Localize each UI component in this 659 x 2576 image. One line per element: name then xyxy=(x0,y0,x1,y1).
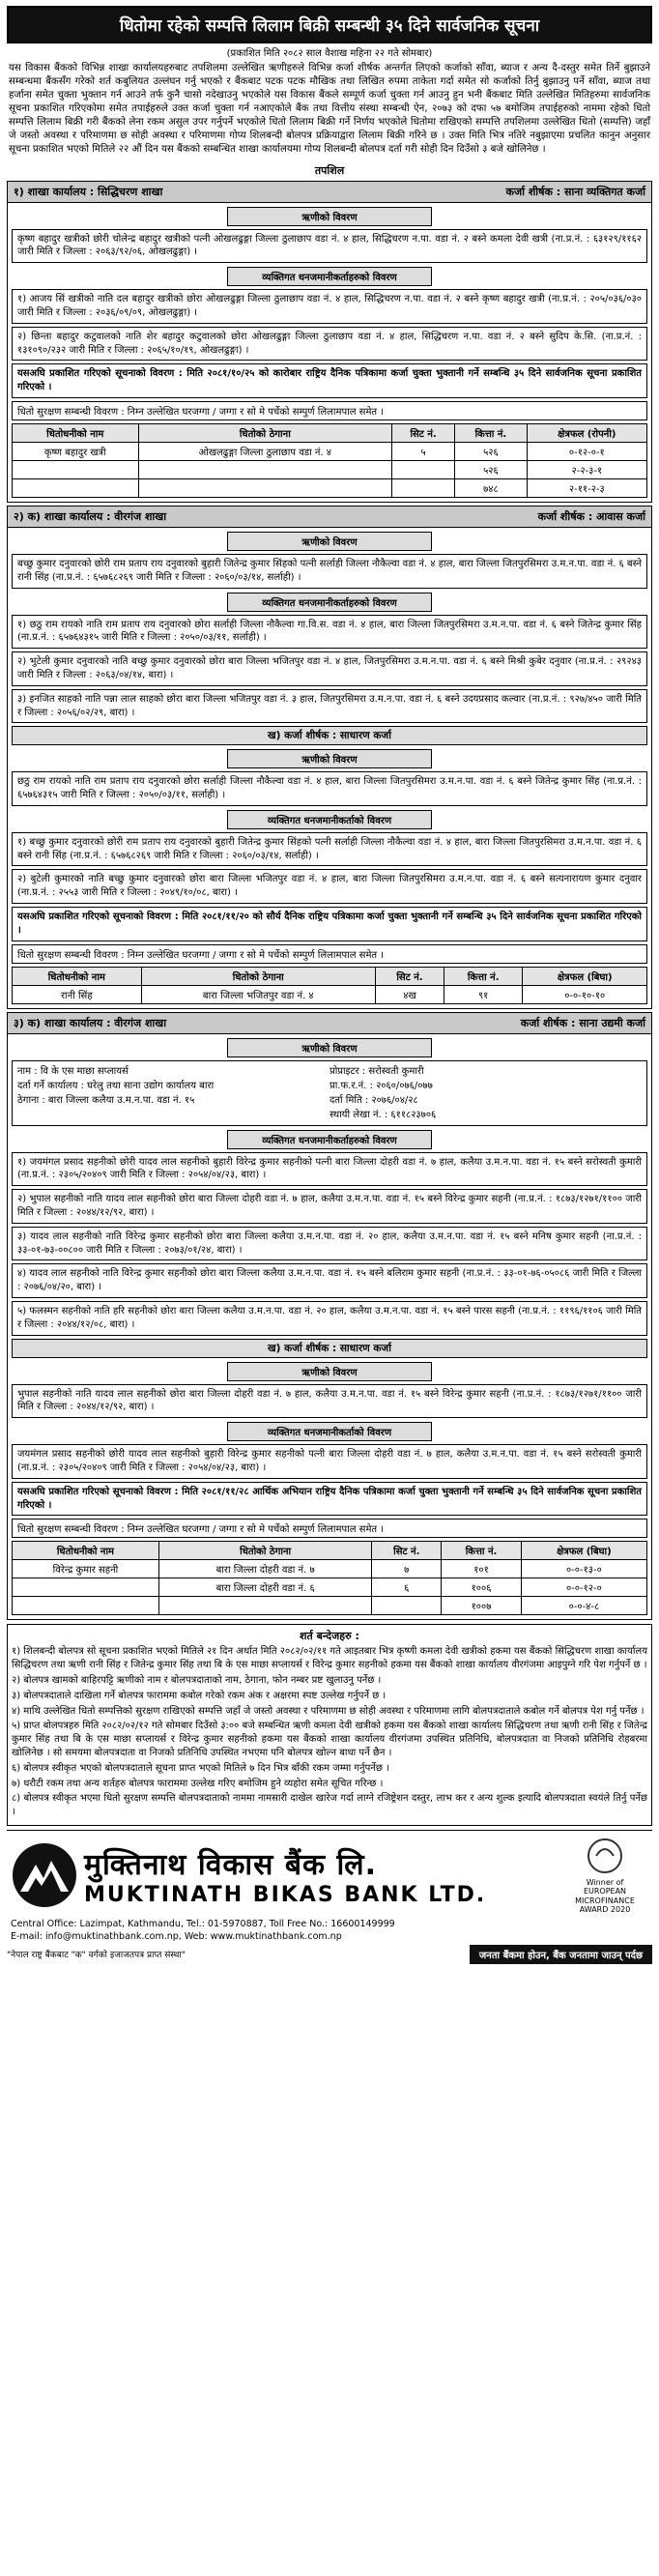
table-cell xyxy=(13,478,139,497)
table-cell: १००७ xyxy=(442,1597,522,1615)
loan-title-label: कर्जा शीर्षक : साना उद्यमी कर्जा xyxy=(520,1016,645,1029)
party-detail: १) छठु राम रायको नाति राम प्रताप राय दनुवारको छोरा सर्लाही जिल्ला नौकैल्वा गा.वि.स. वडा नं. ४ हाल, बारा जिल्ला जितपुरसिमरा उ.म.न.पा. वडा नं. ६ बस्ने जितेन्द्र कुमार सिंह (ना.प्र.नं. : ६५७६४३१५ जारी मिति र जिल्ला : २०५०/०३/११, सर्लाही) । xyxy=(12,615,647,650)
party-detail: भुपाल सहनीको नाति यादव लाल सहनीको छोरा बारा जिल्ला दोहरी वडा नं. ७ हाल, कलैया उ.म.न.पा. वडा नं. १५ बस्ने विरेन्द्र कुमार सहनी (ना.प्र.नं. : १८७३/१२७१/११०० जारी मिति र जिल्ला : २०४४/१२/९२, बारा) । xyxy=(12,1384,647,1419)
block-tag: व्यक्तिगत धनजमानीकर्ताहरुको विवरण xyxy=(227,593,432,612)
table-cell: विरेन्द्र कुमार सहनी xyxy=(13,1560,159,1578)
party-detail: १) बच्छु कुमार दनुवारको छोरी राम प्रताप राय दनुवारको बुहारी जितेन्द्र कुमार सिंहको पत्नी सर्लाही जिल्ला नौकैल्वा वडा नं. ४ हाल, बारा जिल्ला जितपुरसिमरा उ.म.न.पा. वडा नं. ६ बस्ने रानी सिंह (ना.प्र.नं. : ६५७६८२६९ जारी मिति र जिल्ला : २०६०/०३/१४, सर्लाही) । xyxy=(12,832,647,867)
table-cell: रानी सिंह xyxy=(13,985,142,1003)
column-header: क्षेत्रफल (बिघा) xyxy=(521,1542,646,1560)
table-cell: ६ xyxy=(372,1578,442,1597)
block-tag: ऋणीको विवरण xyxy=(227,207,432,226)
collateral-table xyxy=(12,1541,647,1615)
party-detail: १) आजय सिं खत्रीको नाति दल बहादुर खत्रीको छोरा ओखलढुङ्गा जिल्ला ठुलाछाप वडा नं. ४ हाल, सिद्धिचरण न.पा. वडा नं. २ बस्ने कृष्ण बहादुर खत्री (ना.प्र.नं. : २०५/०३६/०३० जारी मिति र जिल्ला : २०३६/०९/०९, ओखलढुङ्गा) । xyxy=(12,289,647,324)
term-item: १) शिलबन्दी बोलपत्र सो सूचना प्रकाशित भएको मितिले २१ दिन अर्थात मिति २०८२/०२/११ गते आइतबार भित्र कृष्णी कमला देवी खत्रीको हकमा यस बैंकको सिद्धिचरण शाखा कार्यालय सिद्धिचरण तथा ऋणी रानी सिंह र जितेन्द्र कुमार सिंह तथा बि के एस माछा सप्लायर्स र विरेन्द्र कुमार सहनीको हकमा यस बैंकको शाखा कार्यालय वीरगंजमा आइपुग्ने गरि पेश गर्नुपर्ने छ । xyxy=(12,1646,647,1671)
party-detail: ३) यादव लाल सहनीको नाति विरेन्द्र कुमार सहनीको छोरा बारा जिल्ला कलैया उ.म.न.पा. वडा नं. २० हाल, कलैया उ.म.न.पा. वडा नं. १५ बस्ने मनिष कुमार सहनी (ना.प्र.नं. : ३३-०१-७३-००८०० जारी मिति र जिल्ला : २०७३/०१/२४, बारा) । xyxy=(12,1227,647,1261)
award-line-4: AWARD 2020 xyxy=(579,1905,631,1915)
block-tag: ऋणीको विवरण xyxy=(227,749,432,768)
column-header: धितोको ठेगाना xyxy=(158,1542,371,1560)
award-badge xyxy=(561,1837,648,1915)
table-cell xyxy=(13,1597,159,1615)
table-head-row xyxy=(13,1542,647,1560)
table-cell xyxy=(13,460,139,478)
party-detail: जयमंगल प्रसाद सहनीको छोरी यादव लाल सहनीको बुहारी विरेन्द्र कुमार सहनीको पत्नी बारा जिल्ला दोहरी वडा नं. ७ हाल, कलैया उ.म.न.पा. वडा नं. १५ बस्ने सरोस्वती कुमारी (ना.प्र.नं. : २३०५/२०४०९ जारी मिति र जिल्ला : २०५४/०४/२३, बारा) । xyxy=(12,1444,647,1479)
term-item: २) बोलपत्र खामको बाहिरपट्टि ऋणीको नाम र बोलपत्रदाताको नाम, ठेगाना, फोन नम्बर प्रष्ट खुलाउनु पर्नेछ । xyxy=(12,1675,382,1687)
column-header: कित्ता नं. xyxy=(444,967,523,985)
footer-bar xyxy=(7,1945,652,1964)
block-tag: व्यक्तिगत धनजमानीकर्ताको विवरण xyxy=(227,1422,432,1441)
table-cell: कृष्ण बहादुर खत्री xyxy=(13,442,139,460)
prior-notice: यसअघि प्रकाशित गरिएको सूचनाको विवरण : मिति २०८१/११/२८ आर्थिक अभियान राष्ट्रिय दैनिक पत्रिकामा कर्जा चुक्ता भुक्तानी गर्ने सम्बन्धि ३५ दिने सार्वजनिक सूचना प्रकाशित गरिएको । xyxy=(12,1482,647,1517)
party-detail: २) बुटेली कुमारको नाति बच्छु कुमार दनुवारको छोरा बारा जिल्ला भजितपुर वडा नं. ४ हाल, बारा जिल्ला जितपुरसिमरा उ.म.न.पा. वडा नं. ६ बस्ने सत्यनारायण कुमार दनुवार (ना.प्र.नं. : २५५३ जारी मिति र जिल्ला : २०४९/१०/०८, बारा) । xyxy=(12,869,647,904)
firm-field: दर्ता गर्ने कार्यालय : घरेलु तथा साना उद्योग कार्यालय बारा xyxy=(17,1080,215,1091)
bank-logo-area xyxy=(7,1830,652,1917)
term-item: ५) प्राप्त बोलपत्रहरु मिति २०८२/०२/१२ गते सोमबार दिउँसो ३:०० बजे सम्बन्धित ऋणी कमला देवी खत्रीको हकमा यस बैंकको शाखा कार्यालय सिद्धिचरण तथा ऋणी रानी सिंह र जितेन्द्र कुमार सिंह तथा बि के एस माछा सप्लायर्स र विरेन्द्र कुमार सहनीको हकमा यस बैंकको शाखा कार्यालय वीरगंजमा उपस्थित प्रतिनिधि, बोलपत्रदाता वा निजको प्रतिनिधि रोहबरमा खोलिनेछ । सो समयमा बोलपत्रदाता वा निजको प्रतिनिधि उपस्थित नभएमा पनि बोलपत्र खोल्न बाधा पर्ने छैन । xyxy=(12,1721,647,1758)
bank-web: E-mail: info@muktinathbank.com.np, Web: www.muktinathbank.com.np xyxy=(11,1930,342,1942)
table-cell: १०१ xyxy=(442,1560,522,1578)
block-tag: ऋणीको विवरण xyxy=(227,532,432,551)
bank-logo-icon xyxy=(11,1841,78,1909)
table-cell: ०-१२-०-१ xyxy=(527,442,646,460)
table-head-row xyxy=(13,967,647,985)
firm-field xyxy=(17,1108,330,1122)
term-item: ४) माथि उल्लेखित धितो सम्पत्तिको सुरक्षण राखिएको सम्पत्ति जहाँ जे जस्तो अवस्था र परिमाणमा छ सोही अवस्था र परिमाणमा लागि बोलपत्रदाताले कबोल गर्ने बोलपत्र पेश गर्नु पर्नेछ । xyxy=(12,1705,645,1717)
table-cell: ७ xyxy=(372,1560,442,1578)
term-item: ७) धरौटी रकम तथा अन्य शर्तहरु बोलपत्र फाराममा उल्लेख गरिए बमोजिम हुने व्यहोरा समेत सूचित गरिन्छ । xyxy=(12,1778,384,1789)
column-header: धितोधनीको नाम xyxy=(13,967,142,985)
prior-notice: यसअघि प्रकाशित गरिएको सूचनाको विवरण : मिति २०८१/१०/२५ को कारोबार राष्ट्रिय दैनिक पत्रिकामा कर्जा चुक्ता भुक्तानी गर्ने सम्बन्धि ३५ दिने सार्वजनिक सूचना प्रकाशित गरिएको । xyxy=(12,363,647,398)
column-header: धितोधनीको नाम xyxy=(13,423,139,442)
branch-office-label: २) क) शाखा कार्यालय : वीरगंज शाखा xyxy=(14,509,167,523)
award-icon xyxy=(586,1837,624,1875)
block-tag: ऋणीको विवरण xyxy=(227,1038,432,1057)
collateral-note: धितो सुरक्षण सम्बन्धी विवरण : निम्न उल्लेखित घरजग्गा / जग्गा र सो मे पर्चेको सम्पुर्ण लिलामपाल समेत । xyxy=(12,401,647,420)
firm-field: स्थायी लेखा नं. : ६११८२३७०६ xyxy=(330,1109,437,1120)
party-detail: छठु राम रायको नाति राम प्रताप राय दनुवारको छोरा सर्लाही जिल्ला नौकैल्वा वडा नं. ४ हाल, बारा जिल्ला जितपुरसिमरा उ.म.न.पा. वडा नं. ६ बस्ने जितेन्द्र कुमार सिंह (ना.प्र.नं. : ६५७६४३१५ जारी मिति र जिल्ला : २०५०/०३/११, सर्लाही) । xyxy=(12,771,647,806)
collateral-note: धितो सुरक्षण सम्बन्धी विवरण : निम्न उल्लेखित घरजग्गा / जग्गा र सो मे पर्चेको सम्पुर्ण लिलामपाल समेत । xyxy=(12,944,647,964)
bank-office: Central Office: Lazimpat, Kathmandu, Tel.: 01-5970887, Toll Free No.: 16600149999 xyxy=(11,1918,395,1929)
table-cell xyxy=(138,478,392,497)
table-cell: बारा जिल्ला दोहरी वडा नं. ७ xyxy=(158,1560,371,1578)
table-row xyxy=(13,442,647,460)
firm-field: दर्ता मिति : २०७६/०४/२८ xyxy=(330,1094,418,1106)
table-cell: २-२-३-१ xyxy=(527,460,646,478)
table-cell xyxy=(13,1578,159,1597)
table-cell: २-११-२-३ xyxy=(527,478,646,497)
section-header xyxy=(8,507,651,528)
term-item: ६) बोलपत्र स्वीकृत भएको बोलपत्रदाताले सूचना प्राप्त भएको मितिले ७ दिन भित्र बाँकी रकम जम्मा गर्नुपर्नेछ । xyxy=(12,1762,389,1774)
bank-name-nepali: मुक्तिनाथ विकास बैंक लि. xyxy=(84,1848,378,1883)
terms-box xyxy=(7,1624,652,1826)
block-tag: व्यक्तिगत धनजमानीकर्ताको विवरण xyxy=(227,810,432,829)
bank-name-block xyxy=(78,1843,561,1907)
term-item: ३) बोलपत्रदाताले दाखिला गर्ने बोलपत्र फाराममा कबोल गरेको रकम अंक र अक्षरमा स्पष्ट उल्लेख गर्नुपर्ने छ । xyxy=(12,1690,387,1701)
column-header: क्षेत्रफल (रोपनी) xyxy=(527,423,646,442)
table-cell: ओखलढुङ्गा जिल्ला ठुलाछाप वडा नं. ४ xyxy=(138,442,392,460)
intro-paragraph: यस विकास बैंकको विभिन्न शाखा कार्यालयहरुबाट तपशिलमा उल्लेखित ऋणीहरुले विभिन्न कर्जा शीर्षक अन्तर्गत लिएको कर्जाको साँवा, ब्याज र अन्य दै-दस्तुर समेत तिर्ने बुझाउने सम्बन्धमा बैंकसँग गरेको शर्त कबुलियत उल्लंघन गर्नु भएको र बैंकबाट पटक पटक मौखिक तथा लिखित रुपमा ताकेता गर्दा समेत सो कर्जाको तिर्नु बुझाउनु पर्ने साँवा, ब्याज तथा हर्जाना समेत चुक्ता भुक्तान गर्न आउने तर्फ कुनै चासो नदेखाउनु भएकोले यस विकास बैंकले सम्पूर्ण कर्जा चुक्ता गर्न आउनु हुन भनी बैंकबाट मिति उल्लेखित मितिहरुमा सार्वजनिक सूचना प्रकाशित गरिएकोमा समेत तपाईहरुले उक्त कर्जा चुक्ता गर्न नआएकोले बैंक तथा वित्तीय संस्था सम्बन्धी ऐन, २०७३ को दफा ५७ बमोजिम तपाईहरुको नाममा रहेको धितो सम्पत्ति लिलाम बिक्री गरी बैंकको लेना रकम असुल उपर गर्नुपर्ने भएकोले धितो लिलाम बिक्री गर्ने निर्णय भएकोले धितोमा राखिएको सम्पत्ति तपशिलमा उल्लेखित धितो (सम्पत्ति) जहाँ जे जस्तो अवस्था र परिमाणमा छ सोही अवस्था र परिमाणमा गोप्य शिलबन्दी बोलपत्र प्रक्रियाद्वारा लिलाम बिक्री गरिने छ । उक्त मिति भित्र नतिरे नबुझाएमा प्रचलित कानुन अनुसार सूचना प्रकाशित भएको मितिले २२ औं दिन यस बैंकको सम्बन्धित शाखा कार्यालयमा गोप्य शिलबन्दी बोलपत्र दर्ता गरी सोही दिन दिउँसो ३ बजे खोलिनेछ । xyxy=(9,63,651,156)
table-cell xyxy=(392,478,455,497)
collateral-table xyxy=(12,967,647,1004)
table-cell: ०-०-१२-० xyxy=(521,1578,646,1597)
firm-field: ठेगाना : बारा जिल्ला कलैया उ.म.न.पा. वडा नं. १५ xyxy=(17,1094,195,1106)
column-header: सिट नं. xyxy=(372,1542,442,1560)
table-cell: ०-०-१०-१० xyxy=(523,985,647,1003)
collateral-table xyxy=(12,423,647,498)
table-cell: बारा जिल्ला भजितपुर वडा नं. ४ xyxy=(141,985,375,1003)
loan-subtitle-bar: ख) कर्जा शीर्षक : साधारण कर्जा xyxy=(12,726,647,745)
award-line-2: EUROPEAN xyxy=(583,1887,627,1896)
award-line-1: Winner of xyxy=(586,1877,624,1887)
term-item: ८) बोलपत्र स्वीकृत भएमा धितो सुरक्षण सम्पत्ति बोलपत्रदाताको नाममा नामसारी दाखेल खारेज गर्दा लाग्ने रजिष्ट्रेशन दस्तुर, लाभ कर र अन्य शुल्क इत्यादि बोलपत्रदाता स्वयंले तिर्नु पर्नेछ । xyxy=(12,1793,647,1818)
table-cell: बारा जिल्ला दोहरी वडा नं. ६ xyxy=(158,1578,371,1597)
bank-name-english: MUKTINATH BIKAS BANK LTD. xyxy=(84,1883,487,1908)
block-tag: व्यक्तिगत धनजमानीकर्ताहरुको विवरण xyxy=(227,267,432,286)
table-cell: ७४८ xyxy=(455,478,528,497)
license-note: "नेपाल राष्ट्र बैंकबाट "क" वर्गको इजाजतपत्र प्राप्त संस्था" xyxy=(7,1951,186,1961)
loan-title-label: कर्जा शीर्षक : आवास कर्जा xyxy=(537,509,645,523)
loan-subtitle-bar: ख) कर्जा शीर्षक : साधारण कर्जा xyxy=(12,1339,647,1358)
notice-page xyxy=(7,6,652,1964)
loan-title-label: कर्जा शीर्षक : साना व्यक्तिगत कर्जा xyxy=(505,185,645,198)
notice-title: धितोमा रहेको सम्पत्ति लिलाम बिक्री सम्बन्धी ३५ दिने सार्वजनिक सूचना xyxy=(7,6,652,43)
table-row xyxy=(13,1578,647,1597)
party-detail: कृष्ण बहादुर खत्रीको छोरी चोलेन्द्र बहादुर खत्रीको पत्नी ओखलढुङ्गा जिल्ला ठुलाछाप वडा नं. ४ हाल, सिद्धिचरण न.पा. वडा नं. २ बस्ने कमला देवी खत्री (ना.प्र.नं. : ६३१२९/११६२ जारी मिति र जिल्ला : २०६३/९२/०६, ओखलढुङ्गा) । xyxy=(12,229,647,264)
firm-field: नाम : वि के एस माछा सप्लायर्स xyxy=(17,1065,129,1077)
column-header: धितोधनीको नाम xyxy=(13,1542,159,1560)
party-detail: ५) फलस्मन सहनीको नाति हरि सहनीको छोरा बारा जिल्ला कलैया उ.म.न.पा. वडा नं. २० हाल, कलैया उ.म.न.पा. वडा नं. १५ बस्ने पारस सहनी (ना.प्र.नं. : ११९६/११०६ जारी मिति र जिल्ला : २०४४/१२/०८, बारा) । xyxy=(12,1301,647,1336)
party-detail: २) भुटेली कुमार दनुवारको नाति बच्छु कुमार दनुवारको छोरा बारा जिल्ला भजितपुर वडा नं. ४ हाल, जितपुरसिमरा उ.म.न.पा. वडा नं. ६ बस्ने मिश्री कुबेर दनुवार (ना.प्र.नं. : २९२४३ जारी मिति र जिल्ला : २०६३/०४/१४, बारा) । xyxy=(12,651,647,686)
section-header xyxy=(8,1013,651,1034)
table-cell: ९१ xyxy=(444,985,523,1003)
table-cell: ५२६ xyxy=(455,442,528,460)
table-cell xyxy=(372,1597,442,1615)
award-line-3: MICROFINANCE xyxy=(575,1896,635,1905)
branch-section xyxy=(7,1012,652,1621)
terms-title: शर्त बन्देजहरु : xyxy=(300,1630,359,1643)
table-row xyxy=(13,985,647,1003)
table-cell xyxy=(158,1597,371,1615)
column-header: क्षेत्रफल (बिघा) xyxy=(523,967,647,985)
table-cell: ०-०-४-८ xyxy=(521,1597,646,1615)
table-cell: ४ख xyxy=(375,985,444,1003)
table-cell: ५ xyxy=(392,442,455,460)
party-detail: ४) यादव लाल सहनीको नाति विरेन्द्र कुमार सहनीको छोरा बारा जिल्ला कलैया उ.म.न.पा. वडा नं. १५ बस्ने बलिराम कुमार सहनी (ना.प्र.नं. : ३३-०१-७६-०५०८६ जारी मिति र जिल्ला : २०७६/०४/२०, बारा) । xyxy=(12,1263,647,1298)
column-header: धितोको ठेगाना xyxy=(141,967,375,985)
branch-office-label: १) शाखा कार्यालय : सिद्धिचरण शाखा xyxy=(14,185,163,198)
block-tag: ऋणीको विवरण xyxy=(227,1362,432,1381)
firm-field: प्रोप्राइटर : सरोस्वती कुमारी xyxy=(330,1065,424,1077)
branch-office-label: ३) क) शाखा कार्यालय : वीरगंज शाखा xyxy=(14,1016,167,1029)
table-cell: ५२६ xyxy=(455,460,528,478)
table-row xyxy=(13,1597,647,1615)
table-head-row xyxy=(13,423,647,442)
party-detail: ३) इनजित साहको नाति पन्ना लाल साहको छोरा बारा जिल्ला भजितपुर वडा नं. ३ हाल, जितपुरसिमरा उ.म.न.पा. वडा नं. ६ बस्ने उदयप्रसाद कल्वार (ना.प्र.नं. : ९२७/४५० जारी मिति र जिल्ला : २०५६/०२/२९, बारा) । xyxy=(12,689,647,724)
tapshil-heading: तपशिल xyxy=(314,163,345,177)
party-detail: १) जयमंगल प्रसाद सहनीको छोरी यादव लाल सहनीको बुहारी विरेन्द्र कुमार सहनीको पत्नी बारा जिल्ला दोहरी वडा नं. ७ हाल, कलैया उ.म.न.पा. वडा नं. १५ बस्ने सरोस्वती कुमारी (ना.प्र.नं. : २३०५/२०४०९ जारी मिति र जिल्ला : २०५४/०४/२३, बारा) । xyxy=(12,1152,647,1187)
table-cell xyxy=(392,460,455,478)
section-header xyxy=(8,182,651,203)
column-header: धितोको ठेगाना xyxy=(138,423,392,442)
firm-details xyxy=(12,1060,647,1126)
column-header: सिट नं. xyxy=(392,423,455,442)
column-header: कित्ता नं. xyxy=(455,423,528,442)
party-detail: बच्छु कुमार दनुवारको छोरी राम प्रताप राय दनुवारको बुहारी जितेन्द्र कुमार सिंहको पत्नी सर्लाही जिल्ला नौकैल्वा वडा नं. ४ हाल, बारा जिल्ला जितपुरसिमरा उ.म.न.पा. वडा नं. ६ बस्ने रानी सिंह (ना.प्र.नं. : ६५७६८२६९ जारी मिति र जिल्ला : २०६०/०३/१४, सर्लाही) । xyxy=(12,554,647,589)
table-row xyxy=(13,1560,647,1578)
prior-notice: यसअघि प्रकाशित गरिएको सूचनाको विवरण : मिति २०८१/११/२० को सौर्य दैनिक राष्ट्रिय पत्रिकामा कर्जा चुक्ता भुक्तानी गर्ने सम्बन्धि ३५ दिने सार्वजनिक सूचना प्रकाशित गरिएको । xyxy=(12,907,647,941)
sections-container xyxy=(7,181,652,1621)
branch-section xyxy=(7,506,652,1009)
firm-field: प्रा.फ.र.नं. : २०६०/०७६/०७७ xyxy=(330,1080,433,1091)
branch-section xyxy=(7,181,652,503)
bank-slogan: जनता बैंकमा होउन, बैंक जनतामा जाउन् पर्दछ xyxy=(470,1945,652,1964)
column-header: कित्ता नं. xyxy=(442,1542,522,1560)
terms-list xyxy=(12,1645,647,1819)
collateral-note: धितो सुरक्षण सम्बन्धी विवरण : निम्न उल्लेखित घरजग्गा / जग्गा र सो मे पर्चेको सम्पुर्ण लिलामपाल समेत । xyxy=(12,1519,647,1538)
table-row xyxy=(13,460,647,478)
table-cell: १००६ xyxy=(442,1578,522,1597)
table-row xyxy=(13,478,647,497)
block-tag: व्यक्तिगत धनजमानीकर्ताहरुको विवरण xyxy=(227,1130,432,1149)
party-detail: २) छिन्ता बहादुर कटुवालको नाति शेर बहादुर कटुवालको छोरा ओखलढुङ्गा जिल्ला ठुलाछाप वडा नं. ४ हाल, सिद्धिचरण न.पा. वडा नं. २ बस्ने सुदिप के.सि. (ना.प्र.नं. : १३१०९०/२३२ जारी मिति र जिल्ला : २०६५/१०/१९, ओखलढुङ्गा) । xyxy=(12,327,647,362)
column-header: सिट नं. xyxy=(375,967,444,985)
publish-date: (प्रकाशित मिति २०८२ साल वैशाख महिना २२ गते सोमबार) xyxy=(226,48,433,59)
party-detail: २) भुपाल सहनीको नाति यादव लाल सहनीको छोरा बारा जिल्ला दोहरी वडा नं. ७ हाल, कलैया उ.म.न.पा. वडा नं. १५ बस्ने विरेन्द्र कुमार सहनी (ना.प्र.नं. : १८७३/१२७१/११०० जारी मिति र जिल्ला : २०४४/१२/९२, बारा) । xyxy=(12,1189,647,1224)
table-cell xyxy=(138,460,392,478)
table-cell: ०-०-१३-० xyxy=(521,1560,646,1578)
